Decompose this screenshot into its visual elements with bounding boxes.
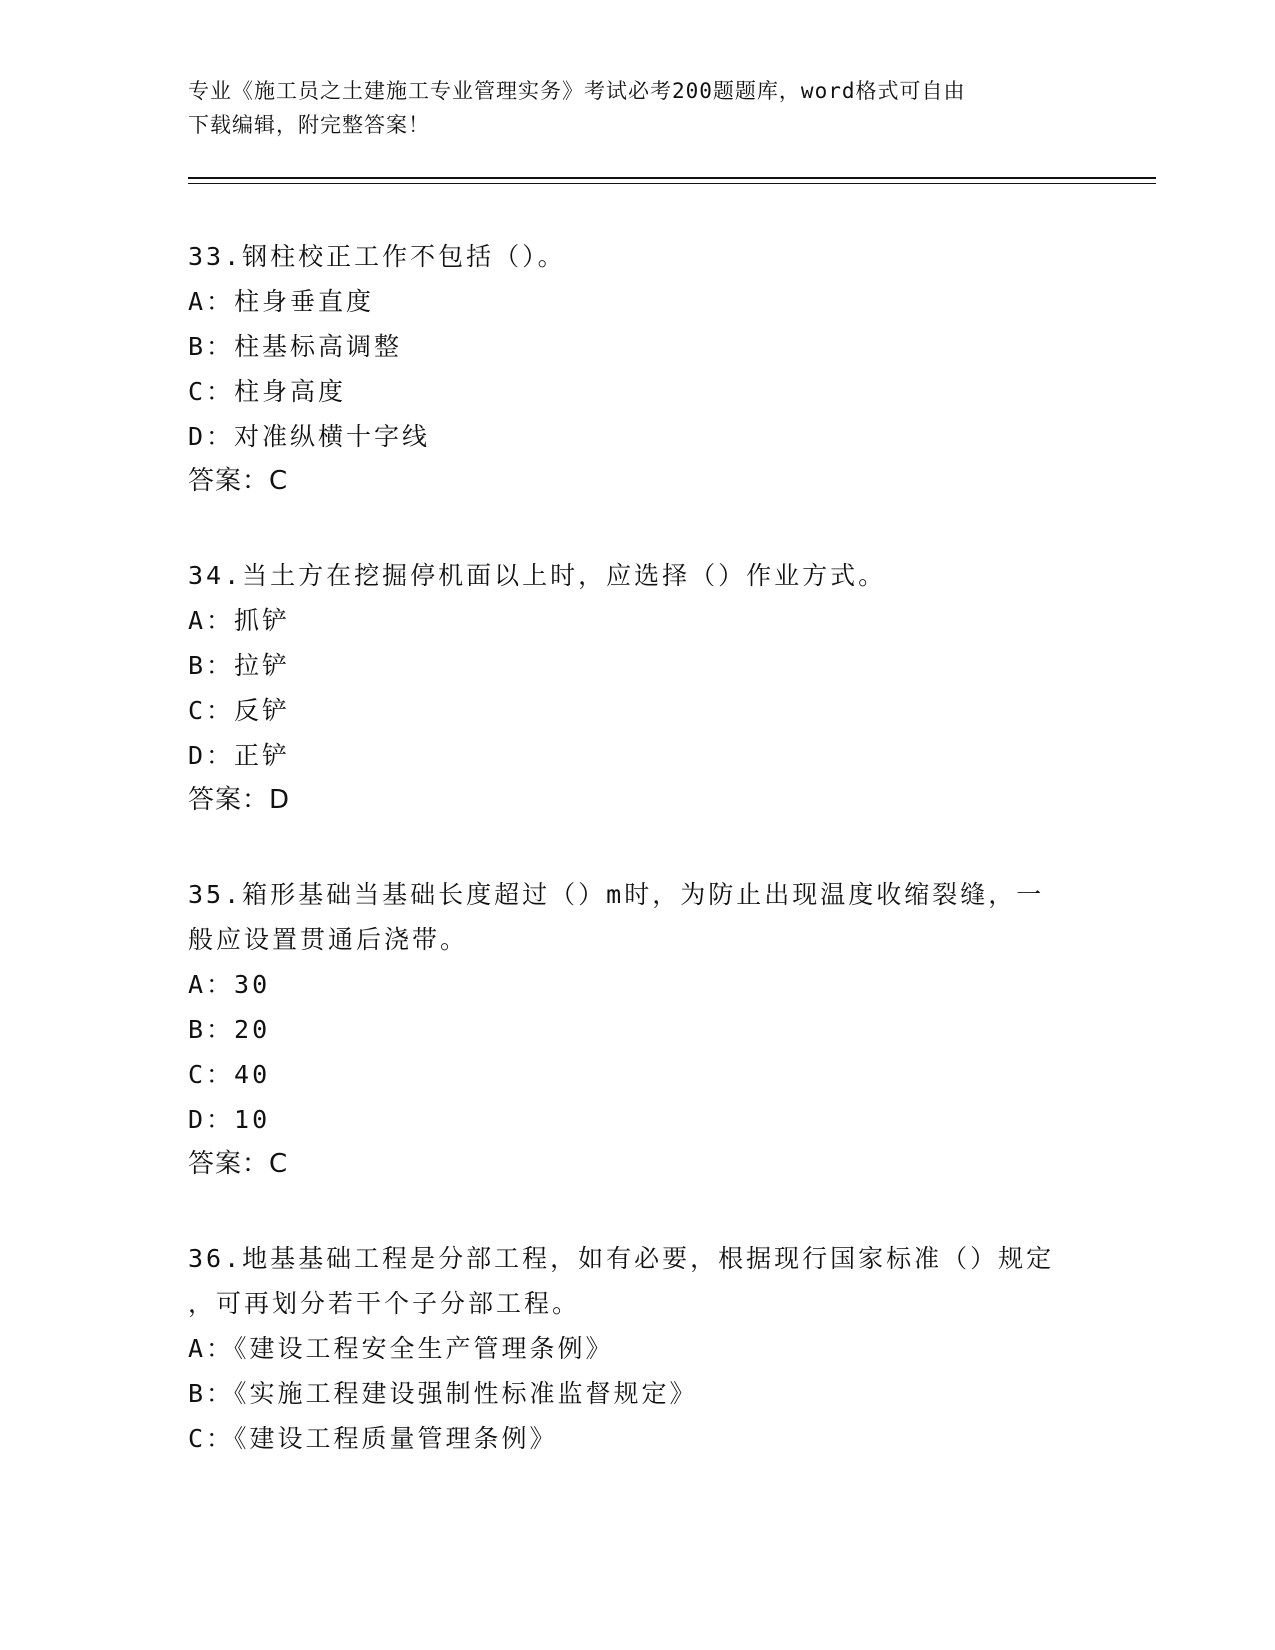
option-d: D：对准纵横十字线 [188,422,431,451]
option-c: C：《建设工程质量管理条例》 [188,1424,558,1453]
option-b: B：拉铲 [188,651,291,680]
question-33 [188,234,1088,504]
question-34 [188,553,1088,823]
option-a: A：抓铲 [188,606,291,635]
option-d: D：10 [188,1105,271,1134]
option-b: B：《实施工程建设强制性标准监督规定》 [188,1379,698,1408]
answer: 答案：C [188,466,289,496]
question-stem: 34.当土方在挖掘停机面以上时，应选择（）作业方式。 [188,561,887,590]
header-line-2: 下载编辑，附完整答案！ [188,113,430,137]
answer: 答案：C [188,1149,289,1179]
option-c: C：反铲 [188,696,291,725]
question-stem-line-2: ，可再划分若干个子分部工程。 [188,1289,581,1318]
question-stem-line-1: 36.地基基础工程是分部工程，如有必要，根据现行国家标准（）规定 [188,1244,1055,1273]
question-stem-line-1: 35.箱形基础当基础长度超过（）m时，为防止出现温度收缩裂缝，一 [188,880,1045,909]
header-divider-thin [188,183,1156,184]
option-d: D：正铲 [188,741,291,770]
option-c: C：柱身高度 [188,377,347,406]
option-c: C：40 [188,1060,271,1089]
question-36 [188,1236,1088,1461]
header-divider-thick [188,177,1156,179]
header-line-1: 专业《施工员之土建施工专业管理实务》考试必考200题题库，word格式可自由 [188,79,966,103]
document-header [188,74,1068,142]
option-a: A：《建设工程安全生产管理条例》 [188,1334,614,1363]
question-stem: 33.钢柱校正工作不包括（）。 [188,242,566,271]
option-b: B：20 [188,1015,271,1044]
option-a: A：30 [188,970,271,999]
question-35 [188,872,1088,1187]
question-stem-line-2: 般应设置贯通后浇带。 [188,925,469,954]
option-a: A：柱身垂直度 [188,287,375,316]
answer: 答案：D [188,785,291,815]
option-b: B：柱基标高调整 [188,332,403,361]
